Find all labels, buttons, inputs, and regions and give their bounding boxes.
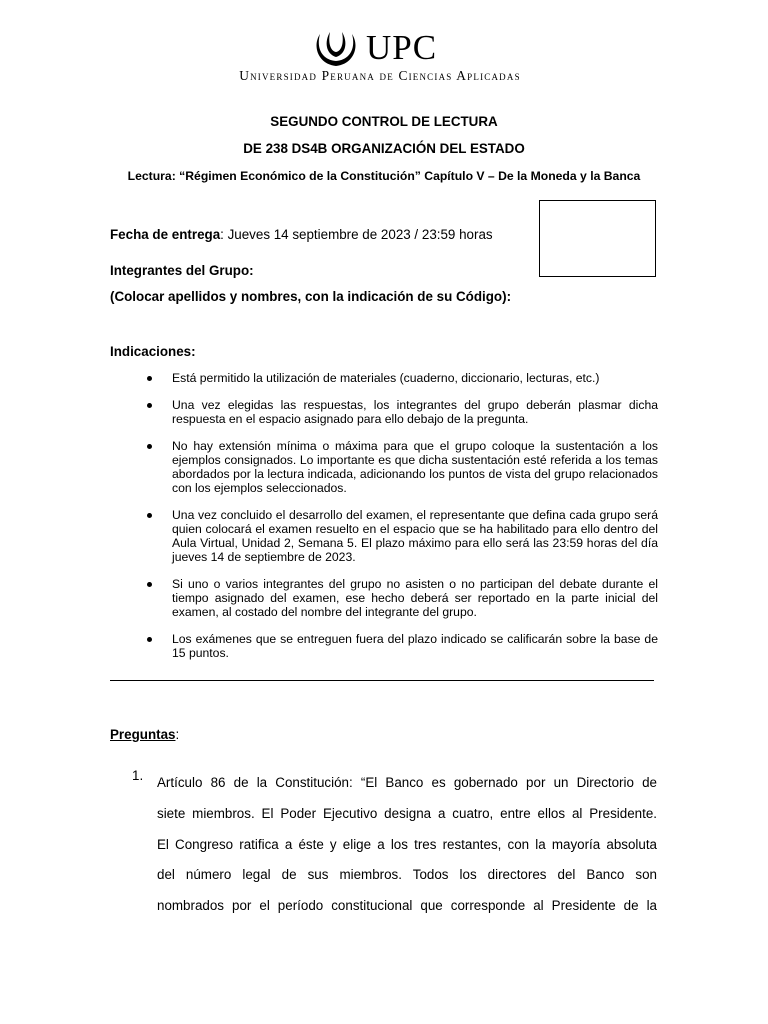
question-line: nombrados por el período constitucional que corresponde al Presidente de la xyxy=(157,898,657,914)
section-divider xyxy=(110,680,654,681)
grade-box xyxy=(539,200,656,277)
list-item xyxy=(147,632,658,660)
course-title: DE 238 DS4B ORGANIZACIÓN DEL ESTADO xyxy=(243,141,525,156)
bullet-icon xyxy=(147,376,152,381)
university-name: Universidad Peruana de Ciencias Aplicadas xyxy=(239,68,521,83)
due-date-line xyxy=(110,227,493,242)
document-title: SEGUNDO CONTROL DE LECTURA xyxy=(270,114,498,129)
question-number: 1. xyxy=(132,768,144,783)
list-item xyxy=(147,371,658,385)
question-line: El Congreso ratifica a éste y elige a los tres restantes, con la mayoría absoluta xyxy=(157,836,657,852)
names-instruction: (Colocar apellidos y nombres, con la indicación de su Código): xyxy=(110,289,512,304)
questions-heading-colon: : xyxy=(175,727,180,742)
logo-text: UPC xyxy=(366,28,438,67)
list-item xyxy=(147,577,658,619)
questions-heading xyxy=(110,727,179,742)
instructions-heading: Indicaciones: xyxy=(110,344,196,359)
instruction-text: Los exámenes que se entreguen fuera del plazo indicado se calificarán sobre la base de 15 puntos. xyxy=(172,632,658,660)
instruction-text: Una vez elegidas las respuestas, los integrantes del grupo deberán plasmar dicha respuesta en el espacio asignado para ello debajo de la pregunta. xyxy=(172,398,658,426)
due-date-value: : Jueves 14 septiembre de 2023 / 23:59 horas xyxy=(220,227,493,242)
upc-emblem-icon xyxy=(314,30,358,68)
instruction-text: Una vez concluido el desarrollo del examen, el representante que defina cada grupo será quien colocará el examen resuelto en el espacio que se ha habilitado para ello dentro del Aula Virtual, Unidad 2, Semana 5. El plazo máximo para ello será las 23:59 horas del día jueves 14 de septiembre de 2023. xyxy=(172,508,658,564)
due-date-label: Fecha de entrega xyxy=(110,227,221,242)
question-text xyxy=(157,768,657,922)
group-members-label: Integrantes del Grupo: xyxy=(110,263,254,278)
bullet-icon xyxy=(147,637,152,642)
list-item xyxy=(147,508,658,564)
upc-logo xyxy=(220,28,540,88)
instructions-list xyxy=(147,371,658,673)
instruction-text: Si uno o varios integrantes del grupo no asisten o no participan del debate durante el tiempo asignado del examen, ese hecho deberá ser reportado en la parte inicial del examen, al costado del nombre del integrante del grupo. xyxy=(172,577,658,619)
list-item xyxy=(147,439,658,495)
bullet-icon xyxy=(147,403,152,408)
question-line: Artículo 86 de la Constitución: “El Banco es gobernado por un Directorio de xyxy=(157,775,657,790)
instruction-text: No hay extensión mínima o máxima para que el grupo coloque la sustentación a los ejemplos consignados. Lo importante es que dicha sustentación esté referida a los temas abordados por la lectura indicada, adicionando los puntos de vista del grupo relacionados con los ejemplos seleccionados. xyxy=(172,439,658,495)
questions-heading-label: Preguntas xyxy=(110,727,176,742)
bullet-icon xyxy=(147,444,152,449)
bullet-icon xyxy=(147,513,152,518)
list-item xyxy=(147,398,658,426)
instruction-text: Está permitido la utilización de materiales (cuaderno, diccionario, lecturas, etc.) xyxy=(172,371,600,385)
reading-title: Lectura: “Régimen Económico de la Constitución” Capítulo V – De la Moneda y la Banca xyxy=(127,169,641,183)
question-line: del número legal de sus miembros. Todos los directores del Banco son xyxy=(157,867,657,883)
question-line: siete miembros. El Poder Ejecutivo designa a cuatro, entre ellos al Presidente. xyxy=(157,805,657,821)
bullet-icon xyxy=(147,582,152,587)
